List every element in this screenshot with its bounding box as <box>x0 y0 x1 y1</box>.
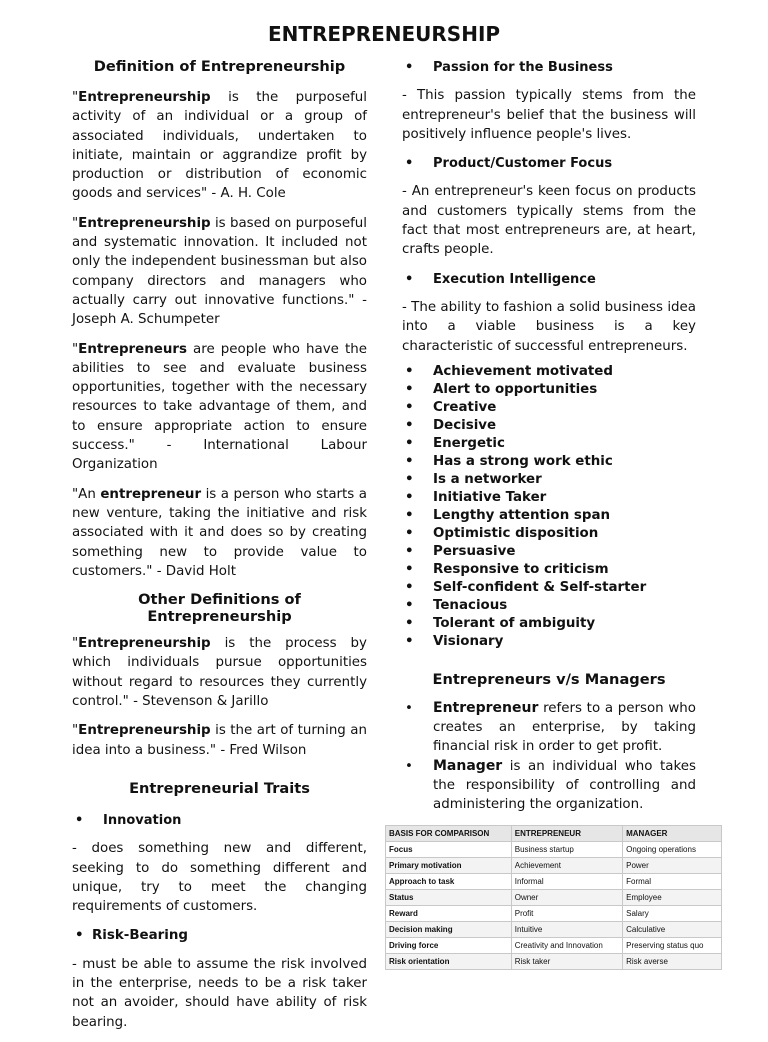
list-item: • Tolerant of ambiguity <box>402 615 696 633</box>
definition-wilson: "Entrepreneurship is the art of turning an idea into a business." - Fred Wilson <box>72 723 367 758</box>
left-column <box>72 58 367 1042</box>
definition-stevenson: "Entrepreneurship is the process by which individuals pursue opportunities without regard to resources they currently control." - Stevenson & Jarillo <box>72 636 367 710</box>
list-item: • Visionary <box>402 633 696 651</box>
list-item: • Alert to opportunities <box>402 381 696 399</box>
trait-execution-text: - The ability to fashion a solid business idea into a viable business is a key characteristic of successful entrepreneurs. <box>402 299 696 354</box>
definition-cole: "Entrepreneurship is the purposeful activity of an individual or a group of associated individuals, undertaken to initiate, maintain or aggrandize profit by production or distribution of economic goods and services" - A. H. Cole <box>72 90 367 202</box>
list-item: • Persuasive <box>402 543 696 561</box>
list-item: • Lengthy attention span <box>402 507 696 525</box>
trait-passion-title: • Passion for the Business <box>402 58 696 77</box>
table-row: Primary motivation Achievement Power <box>386 857 722 873</box>
definition-heading: Definition of Entrepreneurship <box>93 58 346 75</box>
table-header-row <box>386 825 722 841</box>
list-item: • Decisive <box>402 417 696 435</box>
table-row: Driving force Creativity and Innovation Preserving status quo <box>386 937 722 953</box>
trait-innovation-text: - does something new and different, seeking to do something different and unique, try to meet the changing requirements of customers. <box>72 841 367 915</box>
table-header: ENTREPRENEUR <box>511 825 622 841</box>
list-item: • Has a strong work ethic <box>402 453 696 471</box>
right-column <box>389 58 704 970</box>
table-header: BASIS FOR COMPARISON <box>386 825 512 841</box>
comparison-table <box>385 825 722 970</box>
list-item: • Is a networker <box>402 471 696 489</box>
table-row: Approach to task Informal Formal <box>386 873 722 889</box>
list-item: • Tenacious <box>402 597 696 615</box>
table-header: MANAGER <box>623 825 722 841</box>
definition-holt: "An entrepreneur is a person who starts a new venture, taking the initiative and risk associated with it and does so by creating something new to provide value to customers." - David Holt <box>72 486 367 579</box>
list-item: • Initiative Taker <box>402 489 696 507</box>
trait-innovation-title: • Innovation <box>72 811 367 830</box>
definition-ilo: "Entrepreneurs are people who have the abilities to see and evaluate business opportunities, together with the necessary resources to take advantage of them, and to ensure appropriate action to ensure success." - International Labour Organization <box>72 341 367 473</box>
table-row: Decision making Intuitive Calculative <box>386 921 722 937</box>
list-item: • Optimistic disposition <box>402 525 696 543</box>
other-definitions-heading: Other Definitions of Entrepreneurship <box>138 591 301 626</box>
table-row: Risk orientation Risk taker Risk averse <box>386 953 722 969</box>
trait-risk-title: • Risk-Bearing <box>72 926 367 945</box>
list-item: • Responsive to criticism <box>402 561 696 579</box>
table-row: Status Owner Employee <box>386 889 722 905</box>
list-item: • Creative <box>402 399 696 417</box>
list-item: • Self-confident & Self-starter <box>402 579 696 597</box>
trait-execution-title: • Execution Intelligence <box>402 270 696 289</box>
traits-heading: Entrepreneurial Traits <box>129 779 310 797</box>
manager-definition: • Manager is an individual who takes the responsibility of controlling and administering the organization. <box>402 757 696 815</box>
traits-list <box>402 363 696 651</box>
trait-passion-text: - This passion typically stems from the entrepreneur's belief that the business will positively influence people's lives. <box>402 88 696 142</box>
list-item: • Achievement motivated <box>402 363 696 381</box>
list-item: • Energetic <box>402 435 696 453</box>
page-title: ENTREPRENEURSHIP <box>267 22 501 46</box>
trait-risk-text: - must be able to assume the risk involved in the enterprise, needs to be a risk taker not an avoider, should have ability of risk bearing. <box>72 956 367 1030</box>
trait-product-text: - An entrepreneur's keen focus on products and customers typically stems from the fact that most entrepreneurs are, at heart, crafts people. <box>402 184 696 258</box>
table-row: Reward Profit Salary <box>386 905 722 921</box>
definition-schumpeter: "Entrepreneurship is based on purposeful and systematic innovation. It included not only the independent businessman but also company directors and managers who actually carry out innovative functions." - Joseph A. Schumpeter <box>72 215 367 328</box>
table-row: Focus Business startup Ongoing operations <box>386 841 722 857</box>
vs-heading: Entrepreneurs v/s Managers <box>432 670 666 688</box>
entrepreneur-definition: • Entrepreneur refers to a person who creates an enterprise, by taking financial risk in order to get profit. <box>402 699 696 757</box>
trait-product-title: • Product/Customer Focus <box>402 154 696 173</box>
